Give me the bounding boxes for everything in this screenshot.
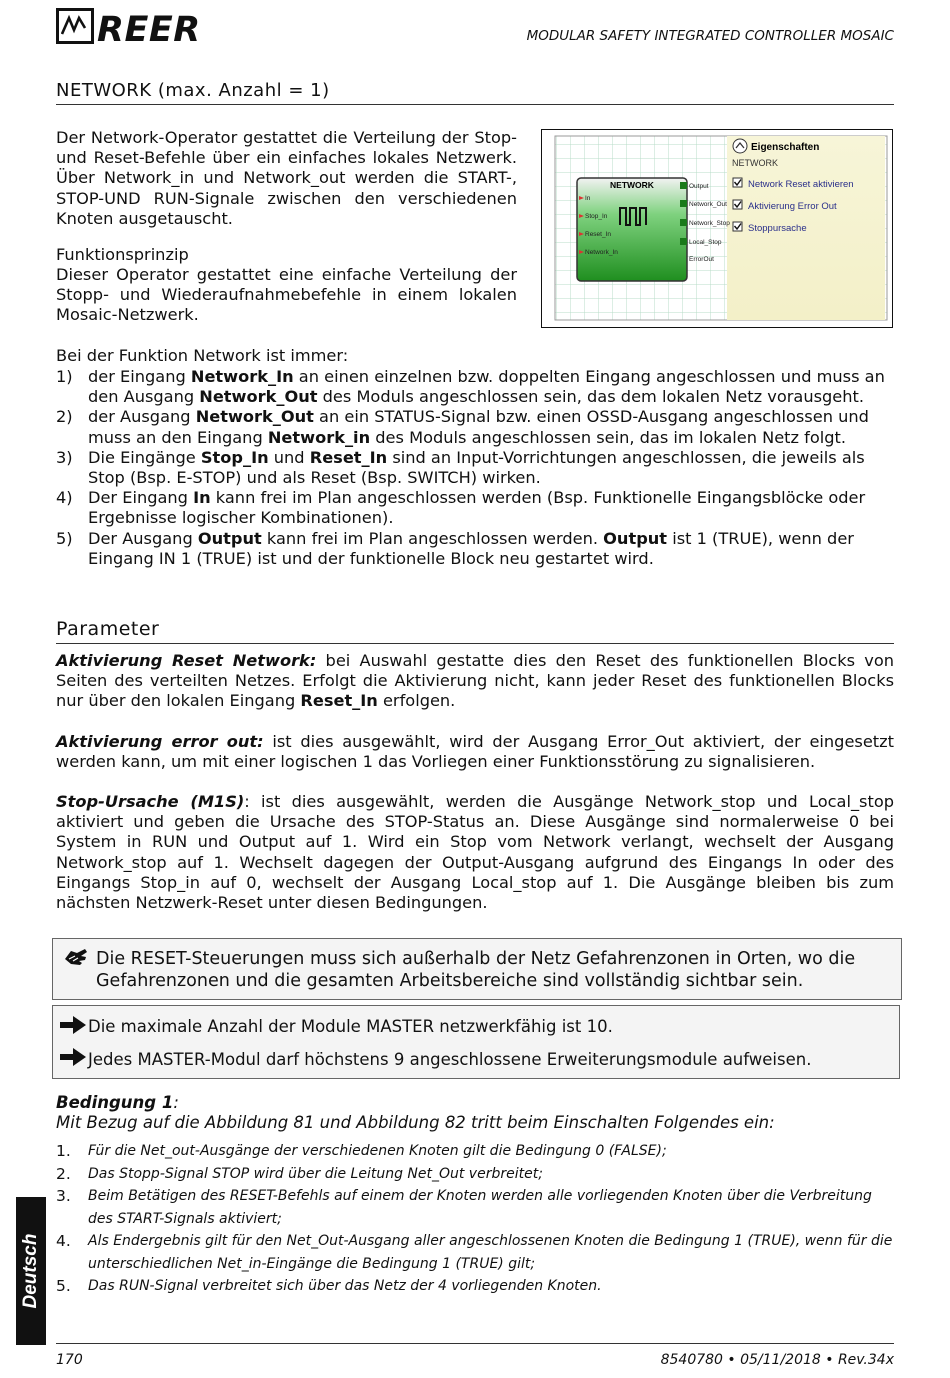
rule-bold-term: Reset_In — [309, 447, 388, 467]
rule-item — [56, 407, 894, 447]
condition-item — [56, 1140, 896, 1163]
condition-list — [56, 1140, 896, 1298]
prop-stop-cause: Stoppursache — [748, 223, 807, 234]
rule-text: an einen einzelnen bzw. doppelten Eingang angeschlossen und muss an den Ausgang — [88, 367, 885, 407]
rule-bold-term: Network_in — [267, 427, 371, 447]
rule-text: des Moduls angeschlossen sein, das dem lokalen Netz vorausgeht. — [317, 387, 865, 407]
network-block-figure — [541, 129, 893, 328]
rule-bold-term: Output — [603, 528, 668, 548]
condition-text: Beim Betätigen des RESET-Befehls auf einem der Knoten werden alle vorliegenden Knoten über die Verbreitung des START-Signals aktiviert; — [88, 1188, 872, 1227]
param-error-out-text: ist dies ausgewählt, wird der Ausgang Error_Out aktiviert, der eingesetzt werden kann, um mit einer logischen 1 das Vorliegen einer Funktionsstörung zu signalisieren. — [56, 732, 894, 772]
properties-subtitle: NETWORK — [732, 158, 778, 168]
param-stop-cause — [56, 792, 894, 913]
condition-item — [56, 1185, 896, 1230]
prop-network-reset: Network Reset aktivieren — [748, 179, 854, 190]
logo-text: REER — [97, 10, 201, 50]
rule-item — [56, 367, 894, 407]
rule-text: sind an Input-Vorrichtungen angeschlossen, die jeweils als Stop (Bsp. E-STOP) und als Reset (Bsp. SWITCH) wirken. — [88, 447, 865, 488]
rule-text: Der Eingang — [88, 488, 194, 508]
rule-number: 5) — [56, 528, 73, 548]
output-error-label: ErrorOut — [689, 256, 714, 263]
language-tab-label: Deutsch — [20, 1233, 41, 1309]
document-reference: 8540780 • 05/11/2018 • Rev.34x — [660, 1352, 894, 1368]
rules-intro: Bei der Funktion Network ist immer: — [56, 346, 349, 365]
rule-text: kann frei im Plan angeschlossen werden (Bsp. Funktionelle Eingangsblöcke oder Ergebnisse logischer Kombinationen). — [88, 488, 866, 528]
rule-number: 4) — [56, 488, 73, 508]
condition-item — [56, 1275, 896, 1298]
rules-list — [56, 367, 894, 569]
reer-logo — [56, 8, 201, 50]
param-error-out — [56, 732, 894, 772]
rule-item — [56, 529, 894, 569]
rule-bold-term: In — [193, 488, 211, 508]
note-box — [52, 938, 902, 1000]
rule-bold-term: Network_Out — [199, 387, 318, 407]
rule-text: der Ausgang — [88, 407, 196, 427]
parameter-title: Parameter — [56, 618, 894, 644]
output-network-out-label: Network_Out — [689, 201, 727, 208]
rule-bold-term: Output — [197, 528, 262, 548]
rule-text: Die Eingänge — [88, 447, 201, 467]
arrow-notes-box — [52, 1005, 900, 1079]
condition-number: 3. — [56, 1187, 71, 1205]
arrow-note-2: Jedes MASTER-Modul darf höchstens 9 angeschlossene Erweiterungsmodule aufweisen. — [88, 1050, 812, 1069]
rule-bold-term: Stop_In — [200, 447, 269, 467]
param-reset-network-text: bei Auswahl gestatte dies den Reset des funktionellen Blocks von Seiten des verteilten Netzes. Erfolgt die Aktivierung nicht, kann jeder Reset des funktionellen Blocks nur über den lokalen Eingang — [56, 651, 894, 711]
rule-number: 2) — [56, 407, 73, 427]
condition-number: 2. — [56, 1164, 71, 1183]
param-reset-in-bold: Reset_In — [300, 691, 378, 711]
principle-text: Dieser Operator gestattet eine einfache Verteilung der Stopp- und Wiederaufnahmebefehle in einem lokalen Mosaic-Netzwerk. — [56, 265, 517, 325]
param-reset-network — [56, 651, 894, 712]
condition-title-suffix: : — [173, 1093, 179, 1112]
rule-item — [56, 488, 894, 528]
rule-item — [56, 448, 894, 488]
param-stop-cause-text: : ist dies ausgewählt, werden die Ausgänge Network_stop und Local_stop aktiviert und geben die Ursache des STOP-Status an. Diese Ausgänge sind normalerweise 0 bei System in RUN und Output auf 1. Wird ein Stop vom Network verlangt, wechselt der Ausgang Network_stop auf 1. Wechselt dagegen der Output-Ausgang aufgrund des Eingangs In oder des Eingangs Stop_in auf 0, wechselt der Ausgang Local_stop auf 1. Die Ausgänge bleiben bis zum nächsten Netzwerk-Reset unter diesen Bedingungen. — [56, 792, 894, 913]
principle-heading: Funktionsprinzip — [56, 245, 189, 264]
input-network-label: Network_In — [585, 249, 618, 256]
page-number: 170 — [56, 1352, 83, 1368]
condition-item — [56, 1163, 896, 1186]
condition-intro: Mit Bezug auf die Abbildung 81 und Abbildung 82 tritt beim Einschalten Folgendes ein: — [56, 1113, 775, 1132]
hand-pointer-icon — [63, 947, 89, 971]
rule-text: an ein STATUS-Signal bzw. einen OSSD-Ausgang angeschlossen und muss an den Eingang — [88, 407, 869, 447]
param-stop-cause-label: Stop-Ursache (M1S) — [56, 792, 245, 811]
condition-number: 1. — [56, 1142, 71, 1160]
logo-emblem-icon — [56, 8, 94, 44]
rule-bold-term: Network_In — [190, 367, 294, 386]
rule-number: 3) — [56, 447, 73, 467]
section-title: NETWORK (max. Anzahl = 1) — [56, 80, 894, 105]
output-network-stop-label: Network_Stop — [689, 220, 730, 227]
language-tab — [16, 1197, 46, 1345]
rule-text: des Moduls angeschlossen sein, das im lokalen Netz folgt. — [370, 427, 847, 447]
input-stop-label: Stop_In — [585, 213, 608, 220]
block-title: NETWORK — [610, 180, 654, 190]
condition-number: 4. — [56, 1232, 71, 1250]
condition-text: Das RUN-Signal verbreitet sich über das Netz der 4 vorliegenden Knoten. — [88, 1278, 602, 1294]
rule-text: ist 1 (TRUE), wenn der Eingang IN 1 (TRUE) ist und der funktionelle Block neu gestartet wird. — [88, 528, 854, 568]
condition-text: Das Stopp-Signal STOP wird über die Leitung Net_Out verbreitet; — [88, 1165, 543, 1182]
input-reset-label: Reset_In — [585, 231, 612, 238]
condition-text: Als Endergebnis gilt für den Net_Out-Ausgang aller angeschlossenen Knoten die Bedingung 1 (TRUE), wenn für die unterschiedlichen Net_in-Eingänge die Bedingung 1 (TRUE) gilt; — [88, 1233, 893, 1272]
condition-text: Für die Net_out-Ausgänge der verschiedenen Knoten gilt die Bedingung 0 (FALSE); — [88, 1143, 667, 1159]
rule-text: und — [268, 447, 310, 467]
param-reset-network-text-end: erfolgen. — [377, 691, 456, 711]
intro-paragraph: Der Network-Operator gestattet die Verteilung der Stop- und Reset-Befehle über ein einfaches lokales Netzwerk. Über Network_in und Network_out werden die START-, STOP-UND RUN-Signale zwischen den verschiedenen Knoten ausgetauscht. — [56, 128, 517, 228]
output-local-stop-label: Local_Stop — [689, 239, 722, 246]
rule-number: 1) — [56, 367, 73, 386]
condition-title-text: Bedingung 1 — [56, 1093, 174, 1112]
condition-number: 5. — [56, 1277, 71, 1295]
input-in-label: In — [585, 195, 591, 202]
param-reset-network-label: Aktivierung Reset Network: — [56, 651, 317, 670]
arrow-right-icon — [59, 1046, 87, 1072]
prop-error-out: Aktivierung Error Out — [748, 201, 837, 212]
rule-text: Der Ausgang — [88, 528, 198, 548]
param-error-out-label: Aktivierung error out: — [56, 732, 264, 751]
note-text: Die RESET-Steuerungen muss sich außerhalb der Netz Gefahrenzonen in Orten, wo die Gefahrenzonen und die gesamten Arbeitsbereiche sind vollständig sichtbar sein. — [96, 949, 856, 991]
condition-title — [56, 1093, 179, 1112]
arrow-note-1: Die maximale Anzahl der Module MASTER netzwerkfähig ist 10. — [88, 1017, 613, 1036]
rule-text: kann frei im Plan angeschlossen werden. — [261, 528, 604, 548]
condition-item — [56, 1230, 896, 1275]
output-label: Output — [689, 183, 709, 190]
rule-bold-term: Network_Out — [195, 407, 314, 427]
footer-divider — [56, 1343, 894, 1344]
document-title: MODULAR SAFETY INTEGRATED CONTROLLER MOSAIC — [526, 28, 894, 44]
rule-text: der Eingang — [88, 367, 191, 386]
network-block-diagram — [542, 130, 892, 327]
properties-title: Eigenschaften — [751, 142, 820, 153]
arrow-right-icon — [59, 1014, 87, 1040]
